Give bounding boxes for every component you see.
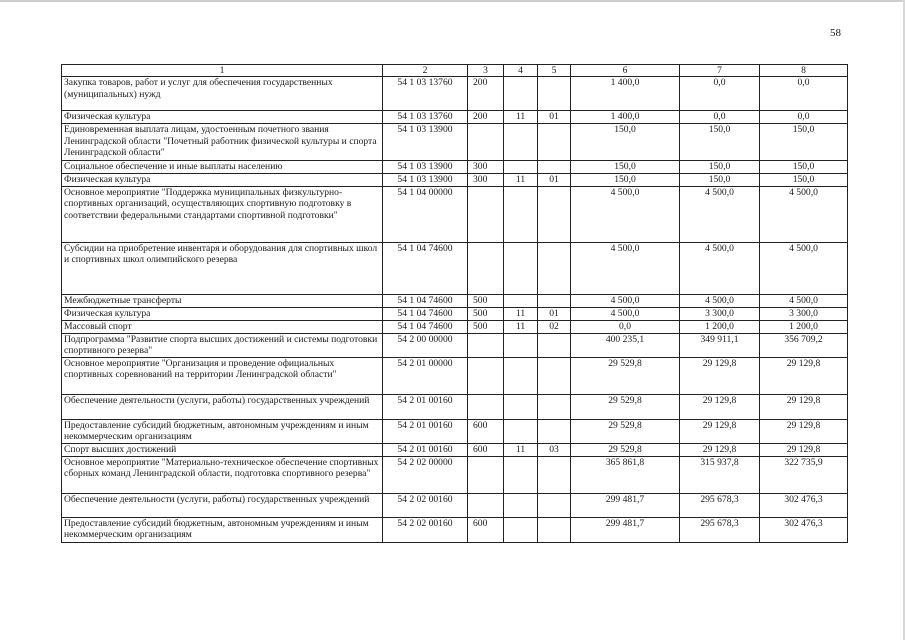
amount-year1-cell: 150,0 — [571, 173, 680, 186]
target-article-cell: 54 1 04 74600 — [383, 320, 468, 333]
amount-year1-cell: 1 400,0 — [571, 111, 680, 124]
expense-type-cell: 500 — [468, 307, 504, 320]
target-article-cell: 54 1 04 00000 — [383, 186, 468, 242]
target-article-cell: 54 1 04 74600 — [383, 294, 468, 307]
target-article-cell: 54 2 01 00160 — [383, 443, 468, 456]
amount-year1-cell: 29 529,8 — [571, 443, 680, 456]
amount-year1-cell: 400 235,1 — [571, 333, 680, 357]
amount-year1-cell: 1 400,0 — [571, 77, 680, 111]
amount-year1-cell: 4 500,0 — [571, 307, 680, 320]
amount-year2-cell: 0,0 — [680, 77, 760, 111]
row-name-cell: Субсидии на приобретение инвентаря и оборудования для спортивных школ и спортивных школ олимпийского резерва — [62, 242, 383, 294]
amount-year3-cell: 302 476,3 — [760, 493, 848, 517]
table-row — [62, 357, 848, 394]
subsection-cell: 01 — [538, 173, 571, 186]
section-cell — [504, 186, 538, 242]
section-cell: 11 — [504, 173, 538, 186]
target-article-cell: 54 2 02 00160 — [383, 517, 468, 542]
expense-type-cell: 500 — [468, 294, 504, 307]
table-row — [62, 517, 848, 542]
column-header: 3 — [468, 65, 504, 77]
expense-type-cell: 600 — [468, 517, 504, 542]
row-name-cell: Подпрограмма "Развитие спорта высших достижений и системы подготовки спортивного резерва" — [62, 333, 383, 357]
amount-year1-cell: 299 481,7 — [571, 493, 680, 517]
budget-table-body — [62, 65, 848, 543]
subsection-cell — [538, 242, 571, 294]
table-row — [62, 320, 848, 333]
amount-year2-cell: 29 129,8 — [680, 443, 760, 456]
expense-type-cell — [468, 124, 504, 161]
amount-year2-cell: 29 129,8 — [680, 357, 760, 394]
target-article-cell: 54 2 01 00160 — [383, 394, 468, 419]
expense-type-cell — [468, 394, 504, 419]
row-name-cell: Предоставление субсидий бюджетным, автономным учреждениям и иным некоммерческим организациям — [62, 517, 383, 542]
section-cell — [504, 456, 538, 493]
expense-type-cell — [468, 456, 504, 493]
row-name-cell: Основное мероприятие "Организация и проведение официальных спортивных соревнований на территории Ленинградской области" — [62, 357, 383, 394]
column-header: 4 — [504, 65, 538, 77]
section-cell: 11 — [504, 307, 538, 320]
section-cell — [504, 124, 538, 161]
table-row — [62, 333, 848, 357]
table-row — [62, 493, 848, 517]
target-article-cell: 54 1 03 13760 — [383, 111, 468, 124]
expense-type-cell — [468, 186, 504, 242]
amount-year3-cell: 4 500,0 — [760, 294, 848, 307]
row-name-cell: Единовременная выплата лицам, удостоенным почетного звания Ленинградской области "Почетный работник физической культуры и спорта Ленинградской области" — [62, 124, 383, 161]
amount-year2-cell: 1 200,0 — [680, 320, 760, 333]
row-name-cell: Предоставление субсидий бюджетным, автономным учреждениям и иным некоммерческим организациям — [62, 419, 383, 443]
table-row — [62, 456, 848, 493]
subsection-cell — [538, 161, 571, 173]
table-row — [62, 77, 848, 111]
subsection-cell — [538, 493, 571, 517]
amount-year3-cell: 29 129,8 — [760, 357, 848, 394]
amount-year3-cell: 150,0 — [760, 173, 848, 186]
target-article-cell: 54 1 03 13760 — [383, 77, 468, 111]
amount-year3-cell: 302 476,3 — [760, 517, 848, 542]
row-name-cell: Социальное обеспечение и иные выплаты населению — [62, 161, 383, 173]
budget-table — [61, 64, 848, 543]
amount-year3-cell: 0,0 — [760, 111, 848, 124]
amount-year3-cell: 4 500,0 — [760, 186, 848, 242]
subsection-cell — [538, 394, 571, 419]
expense-type-cell — [468, 357, 504, 394]
amount-year2-cell: 150,0 — [680, 161, 760, 173]
subsection-cell — [538, 124, 571, 161]
target-article-cell: 54 2 01 00160 — [383, 419, 468, 443]
page-number: 58 — [830, 27, 841, 39]
section-cell: 11 — [504, 443, 538, 456]
expense-type-cell: 500 — [468, 320, 504, 333]
amount-year3-cell: 150,0 — [760, 124, 848, 161]
amount-year1-cell: 0,0 — [571, 320, 680, 333]
section-cell: 11 — [504, 320, 538, 333]
expense-type-cell: 300 — [468, 173, 504, 186]
column-header: 2 — [383, 65, 468, 77]
target-article-cell: 54 2 01 00000 — [383, 357, 468, 394]
subsection-cell — [538, 333, 571, 357]
row-name-cell: Обеспечение деятельности (услуги, работы) государственных учреждений — [62, 394, 383, 419]
table-row — [62, 242, 848, 294]
amount-year1-cell: 4 500,0 — [571, 242, 680, 294]
section-cell — [504, 294, 538, 307]
amount-year2-cell: 29 129,8 — [680, 394, 760, 419]
table-row — [62, 124, 848, 161]
section-cell — [504, 333, 538, 357]
table-row — [62, 307, 848, 320]
header-row — [62, 65, 848, 77]
column-header: 8 — [760, 65, 848, 77]
target-article-cell: 54 1 03 13900 — [383, 124, 468, 161]
section-cell: 11 — [504, 111, 538, 124]
amount-year2-cell: 150,0 — [680, 173, 760, 186]
amount-year1-cell: 4 500,0 — [571, 186, 680, 242]
row-name-cell: Межбюджетные трансферты — [62, 294, 383, 307]
table-row — [62, 419, 848, 443]
amount-year3-cell: 0,0 — [760, 77, 848, 111]
subsection-cell — [538, 294, 571, 307]
target-article-cell: 54 1 03 13900 — [383, 161, 468, 173]
section-cell — [504, 242, 538, 294]
target-article-cell: 54 1 03 13900 — [383, 173, 468, 186]
row-name-cell: Физическая культура — [62, 111, 383, 124]
row-name-cell: Закупка товаров, работ и услуг для обеспечения государственных (муниципальных) нужд — [62, 77, 383, 111]
amount-year3-cell: 29 129,8 — [760, 394, 848, 419]
amount-year2-cell: 349 911,1 — [680, 333, 760, 357]
target-article-cell: 54 1 04 74600 — [383, 242, 468, 294]
column-header: 1 — [62, 65, 383, 77]
amount-year1-cell: 150,0 — [571, 124, 680, 161]
scan-edge-top — [0, 0, 905, 2]
subsection-cell: 01 — [538, 307, 571, 320]
amount-year1-cell: 29 529,8 — [571, 394, 680, 419]
amount-year3-cell: 4 500,0 — [760, 242, 848, 294]
expense-type-cell: 200 — [468, 77, 504, 111]
amount-year2-cell: 0,0 — [680, 111, 760, 124]
amount-year3-cell: 1 200,0 — [760, 320, 848, 333]
amount-year2-cell: 315 937,8 — [680, 456, 760, 493]
expense-type-cell — [468, 493, 504, 517]
amount-year3-cell: 29 129,8 — [760, 419, 848, 443]
amount-year2-cell: 4 500,0 — [680, 186, 760, 242]
row-name-cell: Спорт высших достижений — [62, 443, 383, 456]
section-cell — [504, 419, 538, 443]
subsection-cell — [538, 517, 571, 542]
amount-year2-cell: 150,0 — [680, 124, 760, 161]
section-cell — [504, 517, 538, 542]
amount-year2-cell: 295 678,3 — [680, 517, 760, 542]
table-row — [62, 186, 848, 242]
section-cell — [504, 161, 538, 173]
column-header: 6 — [571, 65, 680, 77]
table-row — [62, 394, 848, 419]
row-name-cell: Физическая культура — [62, 173, 383, 186]
table-row — [62, 443, 848, 456]
amount-year3-cell: 150,0 — [760, 161, 848, 173]
expense-type-cell — [468, 242, 504, 294]
subsection-cell — [538, 419, 571, 443]
amount-year3-cell: 29 129,8 — [760, 443, 848, 456]
amount-year3-cell: 3 300,0 — [760, 307, 848, 320]
amount-year1-cell: 29 529,8 — [571, 357, 680, 394]
section-cell — [504, 493, 538, 517]
target-article-cell: 54 2 02 00160 — [383, 493, 468, 517]
amount-year3-cell: 356 709,2 — [760, 333, 848, 357]
row-name-cell: Основное мероприятие "Поддержка муниципальных физкультурно-спортивных организаций, осуществляющих спортивную подготовку в соответствии федеральными стандартами спортивной подготовки" — [62, 186, 383, 242]
amount-year3-cell: 322 735,9 — [760, 456, 848, 493]
target-article-cell: 54 1 04 74600 — [383, 307, 468, 320]
subsection-cell — [538, 77, 571, 111]
amount-year2-cell: 295 678,3 — [680, 493, 760, 517]
row-name-cell: Обеспечение деятельности (услуги, работы) государственных учреждений — [62, 493, 383, 517]
table-row — [62, 173, 848, 186]
section-cell — [504, 357, 538, 394]
row-name-cell: Физическая культура — [62, 307, 383, 320]
row-name-cell: Массовый спорт — [62, 320, 383, 333]
subsection-cell — [538, 186, 571, 242]
table-row — [62, 161, 848, 173]
target-article-cell: 54 2 02 00000 — [383, 456, 468, 493]
column-header: 5 — [538, 65, 571, 77]
target-article-cell: 54 2 00 00000 — [383, 333, 468, 357]
expense-type-cell: 600 — [468, 419, 504, 443]
amount-year2-cell: 4 500,0 — [680, 242, 760, 294]
amount-year1-cell: 29 529,8 — [571, 419, 680, 443]
subsection-cell: 03 — [538, 443, 571, 456]
table-row — [62, 294, 848, 307]
expense-type-cell: 200 — [468, 111, 504, 124]
subsection-cell — [538, 357, 571, 394]
expense-type-cell — [468, 333, 504, 357]
amount-year2-cell: 4 500,0 — [680, 294, 760, 307]
amount-year2-cell: 29 129,8 — [680, 419, 760, 443]
column-header: 7 — [680, 65, 760, 77]
section-cell — [504, 77, 538, 111]
amount-year1-cell: 365 861,8 — [571, 456, 680, 493]
subsection-cell: 01 — [538, 111, 571, 124]
amount-year1-cell: 150,0 — [571, 161, 680, 173]
amount-year1-cell: 299 481,7 — [571, 517, 680, 542]
table-row — [62, 111, 848, 124]
amount-year2-cell: 3 300,0 — [680, 307, 760, 320]
expense-type-cell: 600 — [468, 443, 504, 456]
subsection-cell: 02 — [538, 320, 571, 333]
expense-type-cell: 300 — [468, 161, 504, 173]
row-name-cell: Основное мероприятие "Материально-техническое обеспечение спортивных сборных команд Ленинградской области, подготовка спортивного резерва" — [62, 456, 383, 493]
amount-year1-cell: 4 500,0 — [571, 294, 680, 307]
subsection-cell — [538, 456, 571, 493]
section-cell — [504, 394, 538, 419]
